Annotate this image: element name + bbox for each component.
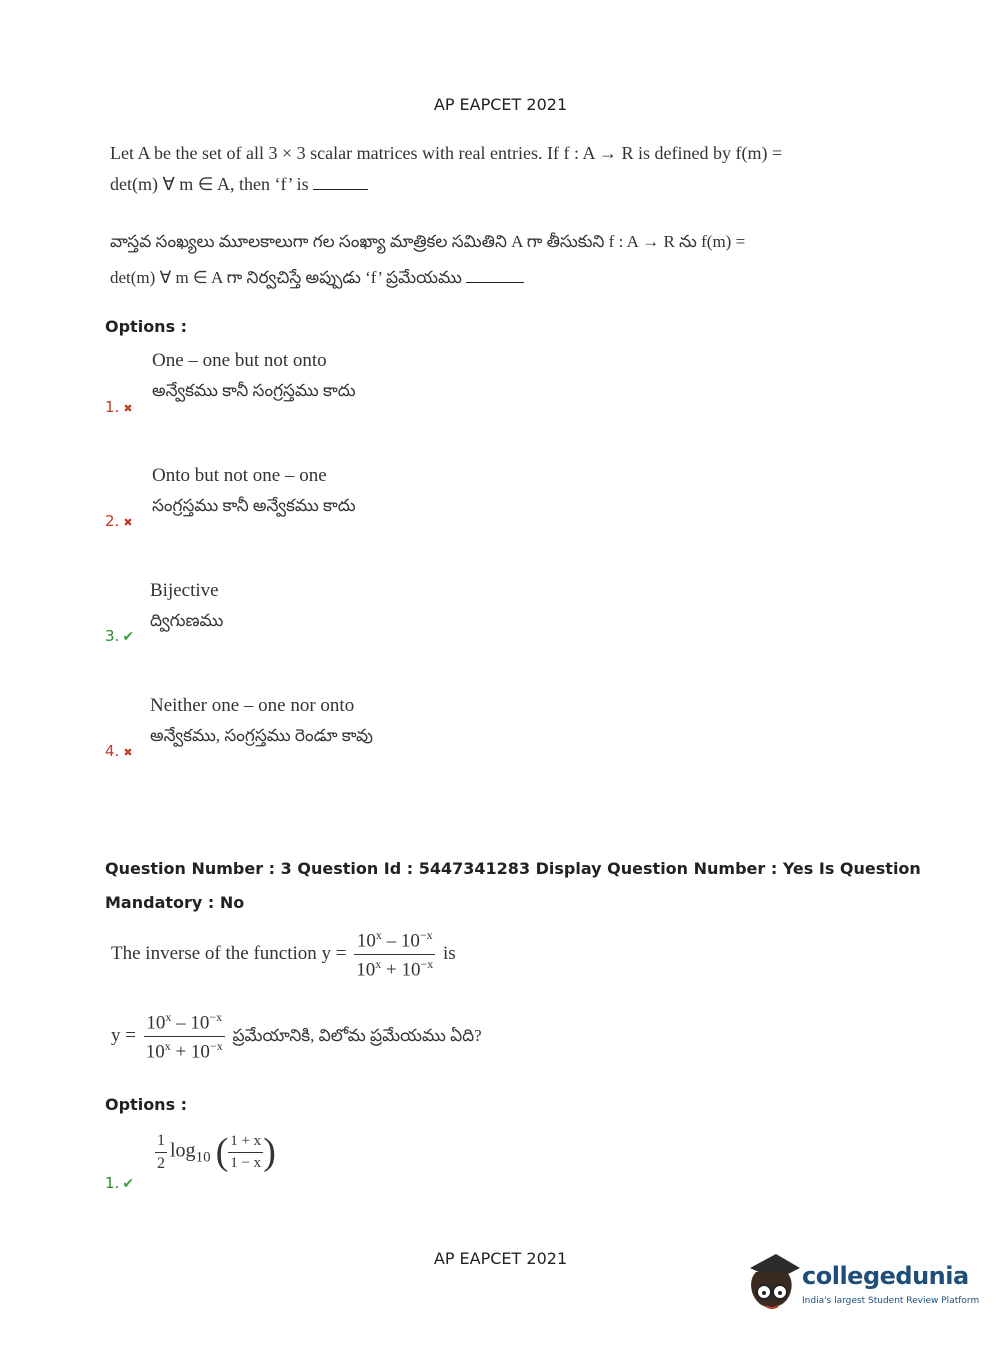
q3-option-1-number	[105, 1174, 134, 1192]
question3-telugu	[111, 1010, 482, 1064]
option-4-telugu: అన్వేకము, సంగ్రస్తము రెండూ కావు	[150, 726, 373, 745]
answer-blank-telugu	[466, 268, 524, 283]
option-1-text	[152, 346, 356, 406]
right-paren: )	[263, 1131, 276, 1173]
q3-option-1-index: 1.	[105, 1174, 120, 1192]
option-2-index: 2.	[105, 512, 120, 530]
option-2-number	[105, 512, 133, 530]
coefficient-fraction	[155, 1132, 167, 1173]
fraction-numerator: $10^x - 10^{-x}$	[144, 1010, 225, 1037]
logo-tagline: India's largest Student Review Platform	[802, 1296, 980, 1306]
option-1-english: One – one but not onto	[152, 350, 327, 371]
log-argument-fraction	[228, 1133, 263, 1172]
question3-telugu-suffix: ప్రమేయానికి, విలోమ ప్రమేయము ఏది?	[232, 1026, 482, 1046]
log-base: 10	[195, 1149, 211, 1166]
page-header: AP EAPCET 2021	[433, 95, 568, 114]
collegedunia-logo	[742, 1250, 980, 1320]
question-english-line2: det(m) ∀ m ∈ A, then ‘f’ is	[110, 174, 309, 194]
question-meta-line2: Mandatory : No	[105, 893, 245, 912]
coefficient-denominator: 2	[157, 1154, 165, 1172]
function-fraction-telugu	[144, 1010, 225, 1064]
option-1-telugu: అన్వేకము కానీ సంగ్రస్తము కాదు	[152, 381, 356, 400]
wrong-icon: ✖	[123, 746, 133, 759]
answer-blank	[313, 175, 368, 190]
function-fraction	[354, 928, 435, 982]
question3-telugu-prefix: y =	[111, 1025, 136, 1047]
fraction-numerator: $10^x - 10^{-x}$	[354, 928, 435, 955]
page-footer: AP EAPCET 2021	[433, 1249, 568, 1268]
logo-wordmark: collegedunia	[802, 1262, 969, 1290]
argument-numerator: 1 + x	[228, 1133, 263, 1153]
option-2-text	[152, 461, 356, 521]
correct-check-icon: ✔	[122, 629, 135, 645]
fraction-denominator: $10^x + 10^{-x}$	[356, 957, 434, 981]
options-label-q3: Options :	[105, 1095, 188, 1114]
option-2-english: Onto but not one – one	[152, 465, 327, 486]
question-telugu	[110, 224, 745, 296]
q3-option-1-text	[152, 1130, 276, 1174]
question-english	[110, 138, 782, 200]
question3-prefix: The inverse of the function y =	[111, 943, 347, 965]
option-1-index: 1.	[105, 398, 120, 416]
option-3-telugu: ద్విగుణము	[150, 611, 224, 630]
wrong-icon: ✖	[123, 516, 133, 529]
option-1-number	[105, 398, 133, 416]
option-3-english: Bijective	[150, 580, 219, 601]
correct-check-icon: ✔	[122, 1176, 135, 1192]
question-telugu-line2: det(m) ∀ m ∈ A గా నిర్వచిస్తే అప్పుడు ‘f’ ప్రమేయము	[110, 268, 462, 287]
fraction-denominator: $10^x + 10^{-x}$	[145, 1039, 223, 1063]
question-meta	[105, 852, 925, 920]
argument-denominator: 1 − x	[230, 1154, 262, 1171]
question3-english	[111, 928, 456, 982]
option-3-text	[150, 576, 223, 636]
option-4-number	[105, 742, 133, 760]
option-4-index: 4.	[105, 742, 120, 760]
log-text: log	[170, 1139, 196, 1162]
question-telugu-line1: వాస్తవ సంఖ్యలు మూలకాలుగా గల సంఖ్యా మాత్రికల సమితిని A గా తీసుకుని f : A → R ను f(m) =	[110, 232, 746, 251]
coefficient-numerator: 1	[155, 1132, 167, 1153]
wrong-icon: ✖	[123, 402, 133, 415]
option-3-number	[105, 627, 134, 645]
mascot-icon	[742, 1250, 802, 1316]
question-meta-line1: Question Number : 3 Question Id : 5447341283 Display Question Number : Yes Is Question	[105, 859, 921, 878]
option-4-text	[150, 691, 373, 751]
options-label: Options :	[105, 317, 188, 336]
question3-suffix: is	[442, 943, 456, 965]
question-english-line1: Let A be the set of all 3 × 3 scalar matrices with real entries. If f : A → R is defined by f(m) =	[110, 143, 783, 163]
option-3-index: 3.	[105, 627, 120, 645]
option-4-english: Neither one – one nor onto	[150, 695, 355, 716]
option-2-telugu: సంగ్రస్తము కానీ అన్వేకము కాదు	[152, 496, 356, 515]
left-paren: (	[215, 1131, 229, 1173]
